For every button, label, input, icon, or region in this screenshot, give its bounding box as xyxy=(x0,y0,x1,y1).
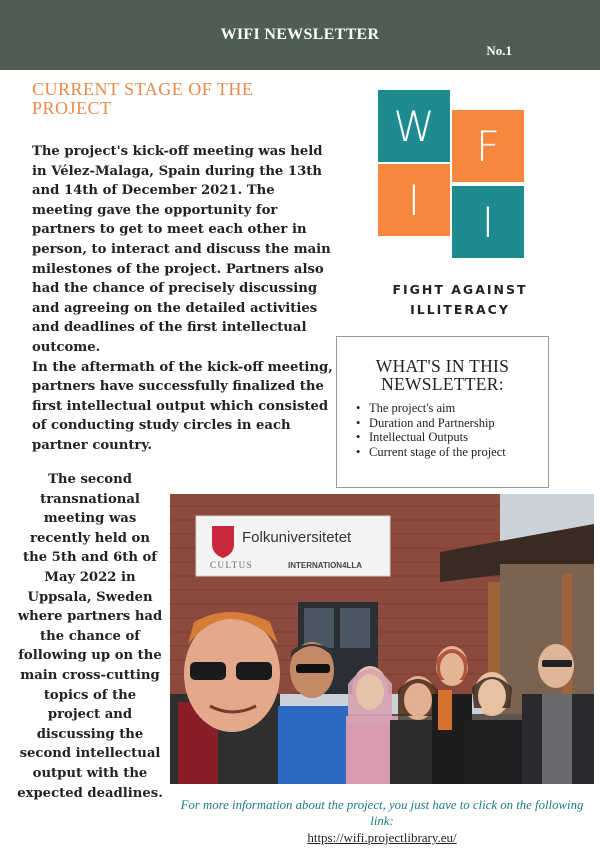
contents-title-line1: WHAT'S IN THIS xyxy=(375,356,510,376)
contents-item: • Intellectual Outputs xyxy=(355,430,543,445)
logo-tile-w: W xyxy=(378,90,450,162)
paragraph-aftermath: In the aftermath of the kick-off meeting, partners have successfully finalized the first intellectual output which consisted of conducting study circles in each partner country. xyxy=(32,359,333,453)
group-photo xyxy=(170,494,594,784)
paragraph-kickoff: The project's kick-off meeting was held in Vélez-Malaga, Spain during the 13th and 14th of December 2021. The meeting gave the opportunity for partners to get to meet each other in person, to interact and discuss the main milestones of the project. Partners also had the chance of precisely discussing and agreeing on the detailed activities and deadlines of the first intellectual outcome. xyxy=(32,144,331,355)
newsletter-title: WIFI NEWSLETTER xyxy=(220,26,380,43)
tagline-line1: FIGHT AGAINST xyxy=(392,282,528,297)
contents-title-line2: NEWSLETTER: xyxy=(381,374,504,394)
contents-box xyxy=(336,336,549,488)
sign-sub2: INTERNATION4LLA xyxy=(288,561,363,570)
contents-item: • Duration and Partnership xyxy=(355,416,543,431)
contents-title xyxy=(337,357,548,393)
main-body-text xyxy=(32,142,337,456)
issue-number: No.1 xyxy=(486,43,512,58)
sign-sub1: CULTUS xyxy=(210,560,254,570)
tagline-line2: ILLITERACY xyxy=(410,302,510,317)
contents-item: • The project's aim xyxy=(355,401,543,416)
logo-tile-i2: I xyxy=(452,186,524,258)
logo-tagline xyxy=(370,280,550,320)
second-meeting-text: The second transnational meeting was recently held on the 5th and 6th of May 2022 in Uppsala, Sweden where partners had the chance of following up on the main cross-cutting topics of the project and discussing the second intellectual output with the expected deadlines. xyxy=(17,472,163,801)
section-title: CURRENT STAGE OF THE PROJECT xyxy=(32,79,254,118)
logo-tile-f: F xyxy=(452,110,524,182)
sign-name: Folkuniversitetet xyxy=(242,529,352,546)
contents-item: • Current stage of the project xyxy=(355,445,543,460)
header-bar xyxy=(0,0,600,70)
contents-list xyxy=(355,401,543,459)
wifi-logo xyxy=(378,90,526,258)
logo-tile-i1: I xyxy=(378,164,450,236)
project-link[interactable]: https://wifi.projectlibrary.eu/ xyxy=(307,830,457,845)
footer-caption: For more information about the project, you just have to click on the following link: xyxy=(180,798,584,828)
